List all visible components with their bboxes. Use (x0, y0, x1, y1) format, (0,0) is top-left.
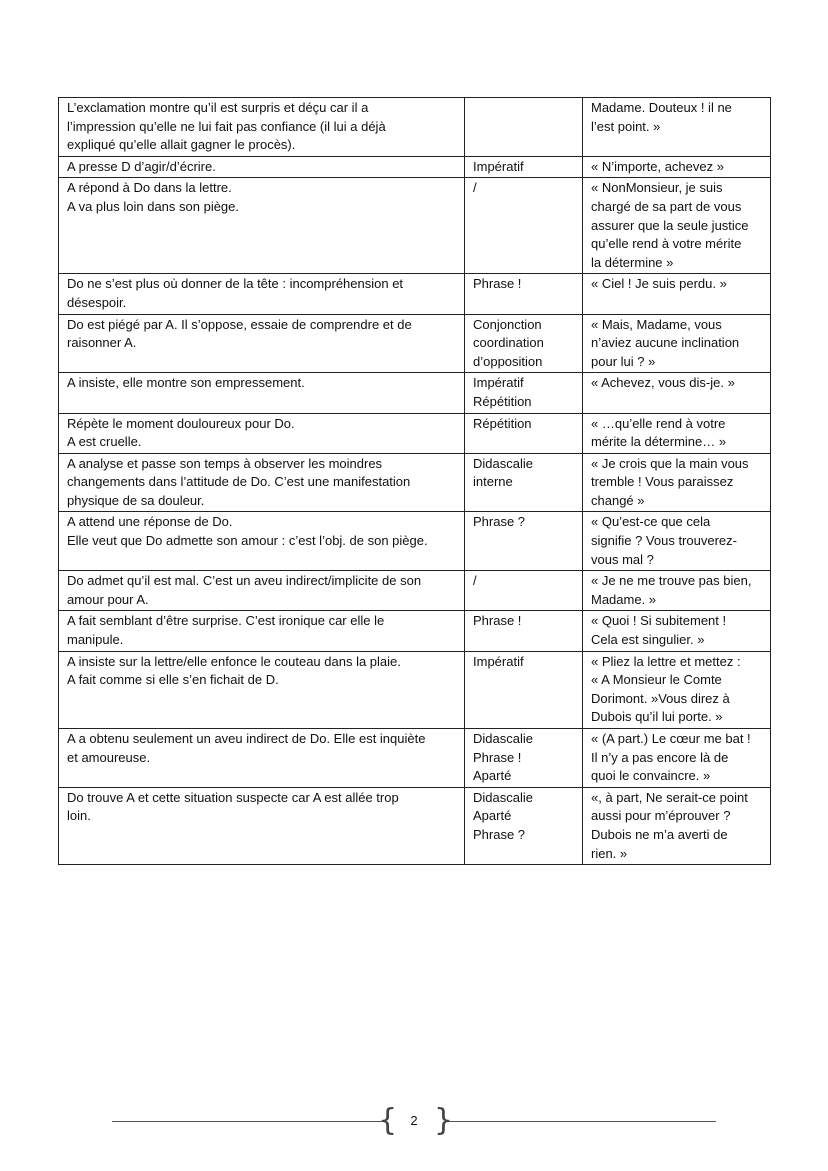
cell-line: désespoir. (67, 294, 127, 310)
cell-line: changé » (591, 492, 645, 508)
cell-line: signifie ? Vous trouverez- (591, 533, 737, 549)
cell-line: Phrase ! (473, 749, 522, 765)
footer-brace-right: } (434, 1103, 454, 1138)
cell-line: A attend une réponse de Do. (67, 514, 233, 530)
cell-line: « N’importe, achevez » (591, 158, 724, 174)
cell-line: Aparté (473, 808, 512, 824)
cell-line: «, à part, Ne serait-ce point (591, 789, 748, 805)
cell-line: A presse D d’agir/d’écrire. (67, 158, 216, 174)
cell-line: Phrase ! (473, 613, 522, 629)
procede-cell (465, 453, 583, 512)
cell-line: « …qu’elle rend à votre (591, 415, 726, 431)
cell-line: A a obtenu seulement un aveu indirect de Do. Elle est inquiète (67, 731, 426, 746)
cell-line: A insiste sur la lettre/elle enfonce le couteau dans la plaie. (67, 653, 401, 669)
cell-line: A insiste, elle montre son empressement. (67, 375, 305, 391)
analysis-cell (59, 98, 465, 157)
cell-line: Phrase ! (473, 276, 522, 292)
cell-line: expliqué qu’elle allait gagner le procès). (67, 137, 296, 153)
table-row (59, 413, 771, 453)
analysis-cell (59, 178, 465, 274)
citation-cell (583, 314, 771, 373)
cell-line: Elle veut que Do admette son amour : c’est l’obj. de son piège. (67, 533, 428, 549)
citation-cell (583, 274, 771, 314)
procede-cell (465, 413, 583, 453)
cell-line: n’aviez aucune inclination (591, 335, 740, 351)
cell-line: « Quoi ! Si subitement ! (591, 613, 727, 629)
cell-line: Répétition (473, 415, 532, 431)
cell-line: Conjonction (473, 316, 542, 332)
cell-line: « Je ne me trouve pas bien, (591, 573, 752, 589)
cell-line: A est cruelle. (67, 434, 142, 450)
cell-line: et amoureuse. (67, 749, 151, 765)
table-row (59, 274, 771, 314)
cell-line: A analyse et passe son temps à observer les moindres (67, 455, 383, 471)
cell-line: rien. » (591, 845, 628, 861)
cell-line: Aparté (473, 768, 512, 784)
citation-cell (583, 512, 771, 571)
analysis-cell (59, 156, 465, 178)
citation-cell (583, 453, 771, 512)
procede-cell (465, 156, 583, 178)
cell-line: Do ne s’est plus où donner de la tête : incompréhension et (67, 276, 404, 292)
table-row (59, 651, 771, 728)
cell-line: « A Monsieur le Comte (591, 672, 722, 688)
cell-line: mérite la détermine… » (591, 434, 727, 450)
cell-line: « Ciel ! Je suis perdu. » (591, 276, 727, 292)
citation-cell (583, 729, 771, 788)
table-row (59, 787, 771, 864)
page-number: 2 (410, 1113, 418, 1128)
footer-brace-left: { (378, 1103, 398, 1138)
citation-cell (583, 611, 771, 651)
cell-line: L’exclamation montre qu’il est surpris et déçu car il a (67, 100, 369, 115)
cell-line: Didascalie (473, 455, 533, 471)
procede-cell (465, 178, 583, 274)
analysis-cell (59, 729, 465, 788)
table-row (59, 453, 771, 512)
procede-cell (465, 571, 583, 611)
cell-line: Do trouve A et cette situation suspecte car A est allée trop (67, 789, 399, 805)
cell-line: changements dans l’attitude de Do. C’est une manifestation (67, 474, 411, 490)
citation-cell (583, 156, 771, 178)
cell-line: quoi le convaincre. » (591, 768, 711, 784)
table-row (59, 729, 771, 788)
procede-cell (465, 729, 583, 788)
cell-line: Do admet qu’il est mal. C’est un aveu indirect/implicite de son (67, 573, 422, 589)
citation-cell (583, 178, 771, 274)
cell-line: « (A part.) Le cœur me bat ! (591, 731, 751, 746)
table-row (59, 611, 771, 651)
analysis-cell (59, 453, 465, 512)
cell-line: Didascalie (473, 731, 533, 746)
citation-cell (583, 373, 771, 413)
cell-line: l’impression qu’elle ne lui fait pas confiance (il lui a déjà (67, 118, 386, 134)
cell-line: « Pliez la lettre et mettez : (591, 653, 741, 669)
cell-line: « Je crois que la main vous (591, 455, 749, 471)
analysis-cell (59, 512, 465, 571)
cell-line: A fait comme si elle s’en fichait de D. (67, 672, 279, 688)
procede-cell (465, 787, 583, 864)
cell-line: « Achevez, vous dis-je. » (591, 375, 735, 391)
procede-cell (465, 512, 583, 571)
analysis-cell (59, 571, 465, 611)
cell-line: / (473, 573, 477, 589)
citation-cell (583, 413, 771, 453)
cell-line: chargé de sa part de vous (591, 198, 742, 214)
analysis-cell (59, 274, 465, 314)
cell-line: « Qu’est-ce que cela (591, 514, 711, 530)
table-row (59, 571, 771, 611)
table-row (59, 156, 771, 178)
procede-cell (465, 274, 583, 314)
cell-line: loin. (67, 808, 91, 824)
procede-cell (465, 373, 583, 413)
cell-line: « NonMonsieur, je suis (591, 180, 723, 196)
cell-line: la détermine » (591, 254, 674, 270)
procede-cell (465, 314, 583, 373)
table-row (59, 98, 771, 157)
cell-line: / (473, 180, 477, 196)
cell-line: Madame. Douteux ! il ne (591, 100, 732, 115)
cell-line: Impératif (473, 158, 524, 174)
cell-line: « Mais, Madame, vous (591, 316, 722, 332)
table-row (59, 314, 771, 373)
cell-line: l’est point. » (591, 118, 661, 134)
procede-cell (465, 611, 583, 651)
cell-line: A répond à Do dans la lettre. (67, 180, 232, 196)
citation-cell (583, 651, 771, 728)
analysis-cell (59, 413, 465, 453)
procede-cell (465, 651, 583, 728)
cell-line: Il n’y a pas encore là de (591, 749, 729, 765)
citation-cell (583, 98, 771, 157)
table-row (59, 178, 771, 274)
cell-line: pour lui ? » (591, 353, 656, 369)
analysis-cell (59, 611, 465, 651)
citation-cell (583, 571, 771, 611)
footer-rule-left (112, 1121, 382, 1122)
cell-line: Impératif (473, 653, 524, 669)
cell-line: Madame. » (591, 591, 657, 607)
cell-line: Phrase ? (473, 514, 526, 530)
cell-line: Cela est singulier. » (591, 632, 705, 648)
table-row (59, 512, 771, 571)
cell-line: Dubois qu’il lui porte. » (591, 709, 723, 725)
cell-line: Impératif (473, 375, 524, 391)
cell-line: amour pour A. (67, 591, 149, 607)
analysis-cell (59, 787, 465, 864)
cell-line: aussi pour m’éprouver ? (591, 808, 731, 824)
cell-line: Répète le moment douloureux pour Do. (67, 415, 295, 431)
cell-line: coordination (473, 335, 544, 351)
cell-line: physique de sa douleur. (67, 492, 205, 508)
cell-line: d’opposition (473, 353, 543, 369)
cell-line: Phrase ? (473, 826, 526, 842)
cell-line: assurer que la seule justice (591, 217, 749, 233)
cell-line: A va plus loin dans son piège. (67, 198, 240, 214)
cell-line: manipule. (67, 632, 124, 648)
analysis-table (58, 97, 771, 865)
cell-line: Do est piégé par A. Il s’oppose, essaie de comprendre et de (67, 316, 412, 332)
cell-line: Didascalie (473, 789, 533, 805)
procede-cell (465, 98, 583, 157)
cell-line: vous mal ? (591, 551, 654, 567)
cell-line: Dubois ne m’a averti de (591, 826, 728, 842)
cell-line: A fait semblant d’être surprise. C’est ironique car elle le (67, 613, 385, 629)
cell-line: qu’elle rend à votre mérite (591, 236, 742, 252)
cell-line: interne (473, 474, 513, 490)
citation-cell (583, 787, 771, 864)
cell-line: Répétition (473, 393, 532, 409)
table-body (59, 98, 771, 865)
analysis-cell (59, 314, 465, 373)
cell-line: tremble ! Vous paraissez (591, 474, 734, 490)
table-row (59, 373, 771, 413)
cell-line: raisonner A. (67, 335, 137, 351)
footer-rule-right (446, 1121, 716, 1122)
cell-line: Dorimont. »Vous direz à (591, 690, 730, 706)
analysis-cell (59, 651, 465, 728)
analysis-cell (59, 373, 465, 413)
